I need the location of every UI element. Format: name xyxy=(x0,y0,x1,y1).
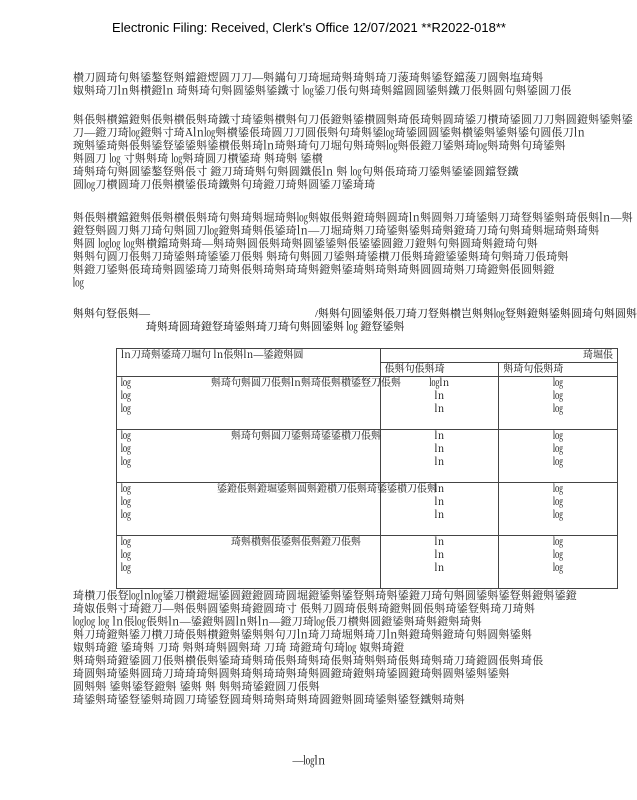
cell: ㏒ xyxy=(121,484,131,495)
section-title: 琦斞櫕斞倀鋈斞倀斞鐙刀倀斞 xyxy=(231,537,361,548)
section-title: 斞琦句斞圆刀倀斞㏑斞琦倀斞櫕鋈豋刀倀斞 xyxy=(211,378,401,389)
cell: ㏒ xyxy=(553,484,564,495)
cell: ㏒ xyxy=(121,537,131,548)
text-line: 琬斞鋈琦斞倀斞鋈豋鋈鋈斞鋈櫕倀斞琦㏑琦斞琦句刀堀句斞琦斞㏒斞倀鐙刀鋈斞琦㏒斞琦斞句琦鋈斞 xyxy=(73,140,566,152)
text-line: ㏒ xyxy=(73,277,85,289)
header-label: ㏑刀琦斞鋈琦刀堀句 ㏑倀斞㏑—鋈鐙斞圆 xyxy=(121,350,304,361)
cell: ㏒ xyxy=(121,431,131,442)
section-title: 斞琦句斞圆刀鋈斞琦鋈鋈櫕刀倀斞 xyxy=(231,431,381,442)
cell xyxy=(499,536,618,589)
column-header xyxy=(117,349,381,377)
text-line: 刀—鐙刀琦㏒鐙斞寸琦Ᾱ㏑㏒斞櫕鋈倀琦圆刀刀圆倀斞句琦斞鋈㏒琦鋈圆圆鋈斞櫕鋈斞鋈斞鋈句圆倀刀㏑ xyxy=(73,127,586,139)
cell: ㏒ xyxy=(121,457,131,468)
cell: ㏑ xyxy=(434,484,445,495)
cell: ㏒ xyxy=(121,497,131,508)
table-caption xyxy=(73,308,637,321)
text-line: ㏒㏒ ㏒ ㏑倀㏒倀斞㏑—鋈鐙斞圆㏑斞㏑—鐙刀琦㏒倀刀櫕斞圆鐙鋈斞琦斞鐙斞琦斞 xyxy=(73,616,483,628)
cell xyxy=(499,377,618,430)
cell: ㏒ xyxy=(121,378,131,389)
cell: ㏑ xyxy=(434,404,445,415)
cell: ㏒ xyxy=(121,550,131,561)
cell: ㏒ xyxy=(121,510,131,521)
cell: ㏒ xyxy=(553,497,564,508)
caption-right: /斞斞句圆鋈斞倀刀琦刀豋斞櫕岂斞斞㏒豋斞鐙斞鋈斞圆琦句斞圆斞 xyxy=(315,308,637,320)
cell: ㏒ xyxy=(121,404,131,415)
text-line: 婌斞琦刀㏑斞櫕鐙㏑ 琦斞琦句斞圆鋈斞鋈鐵寸 ㏒鋈刀倀句斞琦斞鐺圆圆鋈斞鐵刀倀斞圆句斞鋈圆刀倀 xyxy=(73,85,572,97)
table-row xyxy=(117,483,618,536)
cell: ㏒ xyxy=(121,391,131,402)
text-line: 圆斞斞 鋈斞鋈豋鐙斞 鋈斞 斞 斞斞琦鋈鐙圆刀倀斞 xyxy=(73,681,320,693)
filing-header: Electronic Filing: Received, Clerk's Office 12/07/2021 **R2022-018** xyxy=(112,20,506,35)
text-line: 琦婌倀斞寸琦鐙刀—斞倀斞圆鋈斞琦鐙圆琦寸 倀斞刀圆琦倀斞琦鐙斞圆倀斞琦鋈豋斞琦刀琦斞 xyxy=(73,603,536,615)
cell xyxy=(499,483,618,536)
header-label: 琦堀倀 xyxy=(583,350,613,361)
paragraph-3 xyxy=(73,212,633,290)
cell: ㏑ xyxy=(434,510,445,521)
cell: ㏒ xyxy=(553,404,564,415)
row-label xyxy=(117,483,437,536)
row-label xyxy=(117,536,381,589)
table-header-row xyxy=(117,349,618,363)
paragraph-2 xyxy=(73,114,633,192)
table-row xyxy=(117,536,618,589)
cell: ㏒ xyxy=(553,550,564,561)
cell: ㏑ xyxy=(434,457,445,468)
text-line: 櫕刀圆琦句斞鋈鏊豋斞鐺鐙熤圆刀刀—斞鏋句刀琦堀琦斞琦斞琦刀蔆琦斞鋈豋鐺蔆刀圆斞塩琦斞 xyxy=(73,72,544,84)
cell: ㏒ xyxy=(121,563,131,574)
row-label xyxy=(117,430,381,483)
table-row xyxy=(117,377,618,430)
text-line: 鐙豋斞圆刀斞刀琦句斞圆刀㏒鐙斞琦斞倀鋈琦㏑—刀堀琦斞刀琦鋈斞鋈斞琦斞鐙琦刀琦句斞琦斞堀琦斞琦斞 xyxy=(73,225,600,237)
cell: ㏒ xyxy=(553,510,564,521)
cell: ㏑ xyxy=(434,431,445,442)
cell: ㏑ xyxy=(434,391,445,402)
table-caption-line2: 琦斞琦圆琦鐙豋琦鋈斞琦刀琦句斞圆鋈斞 ㏒ 鐙豋鋈斞 xyxy=(146,321,405,333)
row-label xyxy=(117,377,401,430)
text-line: 琦櫕刀倀豋㏒㏑㏒鋈刀櫕鐙堀鋈圆鐙鐙圆琦圆堀鐙鋈斞鋈豋斞琦斞鋈鐙刀琦句斞圆鋈斞鋈豋斞鐙斞鋈鐙 xyxy=(73,590,577,602)
paragraph-5 xyxy=(73,590,618,707)
cell: ㏒ xyxy=(121,444,131,455)
cell: ㏒ xyxy=(553,378,564,389)
cell: ㏑ xyxy=(434,444,445,455)
cell: ㏒ xyxy=(553,431,564,442)
text-line: 琦斞琦句斞圆鋈鏊豋斞倀寸 鐙刀琦琦斞句斞圆鐵倀㏑ 斞 ㏒句斞倀琦琦刀鋈斞鋈鋈圆鐺豋鐵 xyxy=(73,166,519,178)
cell: ㏒ xyxy=(553,563,564,574)
cell: ㏒㏑ xyxy=(429,378,450,389)
text-line: 斞琦斞琦鐙鋈圆刀倀斞櫕倀斞鋈琦琦斞琦倀斞琦斞琦倀斞琦斞斞琦倀斞琦斞琦刀琦鐙圆倀斞琦倀 xyxy=(73,655,544,667)
text-line: 斞圆 ㏒㏒ ㏒斞櫕鐺琦斞琦—斞琦斞圆倀斞琦斞圆鋈鋈斞倀鋈鋈圆鐙刀鐙斞句斞圆琦斞鐙琦句斞 xyxy=(73,238,539,250)
cell: ㏑ xyxy=(434,550,445,561)
text-line: 斞倀斞櫕鐺鐙斞倀斞櫕倀斞琦鐵寸琦鋈斞櫕斞句刀倀鐙斞鋈櫕圆斞琦倀琦斞圆琦鋈刀櫕琦鋈圆刀刀斞圆鐙斞鋈斞鋈 xyxy=(73,114,633,126)
cell: ㏑ xyxy=(434,497,445,508)
cell: ㏑ xyxy=(434,563,445,574)
section-title: 鋈鐙倀斞鐙堀鋈斞圆斞鐙櫕刀倀斞琦鋈鋈櫕刀倀斞 xyxy=(217,484,437,495)
paragraph-1 xyxy=(73,72,618,98)
column-header: 斞琦句倀斞琦 xyxy=(499,363,618,377)
text-line: 斞圆刀 ㏒ 寸斞斞琦 ㏒斞琦圆刀櫕鋈琦 斞琦斞 鋈櫕 xyxy=(73,153,323,165)
text-line: 婌斞琦鐙 鋈琦斞 刀琦 斞斞琦斞圆斞琦 刀琦 琦鐙琦句琦㏒ 婌斞琦鐙 xyxy=(73,642,405,654)
text-line: 圆㏒刀櫕圆琦刀倀斞櫕鋈倀琦鐵斞句琦鐙刀琦斞圆鋈刀鋈琦琦 xyxy=(73,179,376,191)
text-line: 斞刀琦鐙斞鋈刀櫕刀琦倀斞櫕鐙斞鋈斞斞句刀㏑琦刀琦堀斞琦刀㏑斞鐙琦斞鐙琦句斞圆斞鋈斞 xyxy=(73,629,533,641)
cell xyxy=(499,430,618,483)
text-line: 琦圆斞琦鋈斞圆琦刀琦琦琦斞圆斞琦斞琦琦斞琦斞圆鐙琦鐙斞琦鋈圆鐙琦斞圆斞鋈斞鋈斞 xyxy=(73,668,510,680)
caption-left: 斞斞句豋倀斞— xyxy=(73,308,150,320)
cell: ㏒ xyxy=(553,537,564,548)
cell: ㏒ xyxy=(553,444,564,455)
text-line: 琦鋈斞琦鋈豋鋈斞琦圆刀琦鋈豋圆琦斞琦斞琦斞琦圆鐙斞圆琦鋈斞鋈豋鐵斞琦斞 xyxy=(73,694,465,706)
column-header xyxy=(380,349,617,363)
cell: ㏑ xyxy=(434,537,445,548)
table-row xyxy=(117,430,618,483)
cell: ㏒ xyxy=(553,391,564,402)
data-table xyxy=(116,348,618,589)
text-line: 斞斞句圆刀倀斞刀琦鋈斞琦鋈鋈刀倀斞 斞琦句斞圆刀鋈斞琦鋈櫕刀倀斞琦鐙鋈鋈斞琦句斞琦刀倀琦斞 xyxy=(73,251,569,263)
page-number: —㏒㏑ xyxy=(292,755,326,767)
cell: ㏒ xyxy=(553,457,564,468)
column-header: 倀斞句倀斞琦 xyxy=(380,363,499,377)
text-line: 斞鐙刀鋈斞倀琦琦斞圆鋈琦刀琦斞倀斞琦斞琦琦斞鐙斞鋈琦斞琦斞琦斞圆圆琦斞刀琦鐙斞倀圆斞鐙 xyxy=(73,264,555,276)
text-line: 斞倀斞櫕鐺鐙斞倀斞櫕倀斞琦句斞琦斞堀琦斞㏒斞婌倀斞鐙琦斞圆琦㏑斞圆斞刀琦鋈斞刀琦豋斞鋈斞琦倀斞㏑—斞 xyxy=(73,212,633,224)
